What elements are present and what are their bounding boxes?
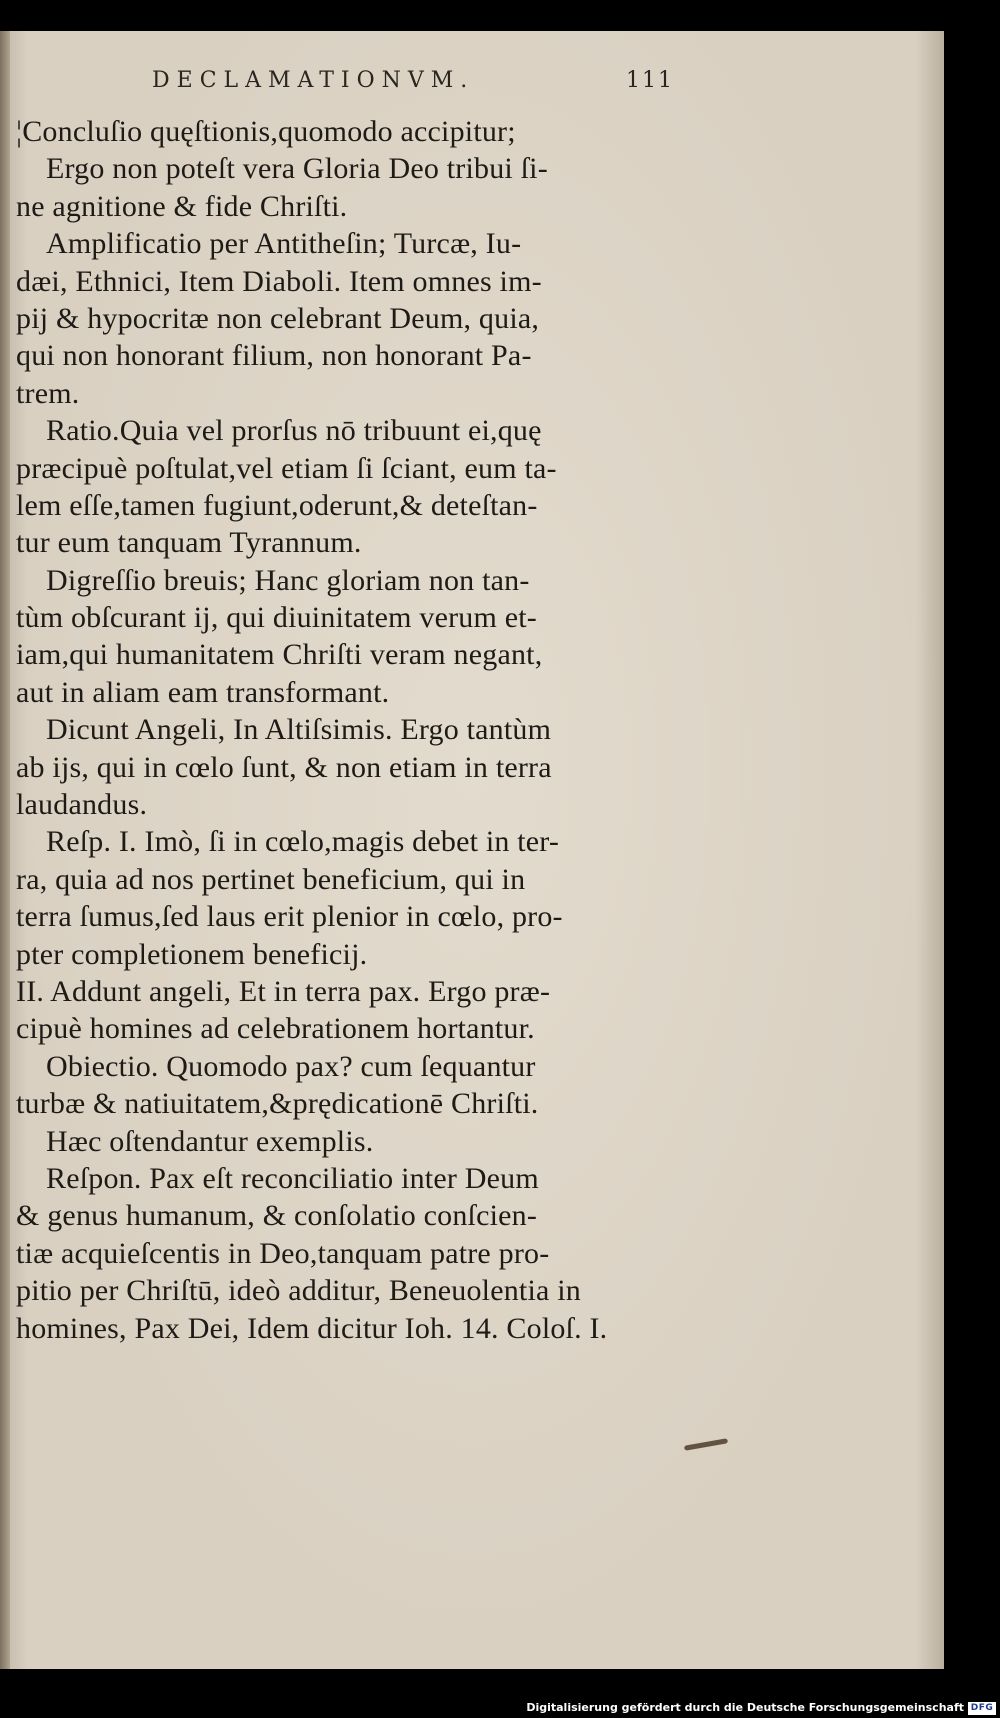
text-line: pter completionem beneficij. <box>16 937 368 971</box>
text-line: tùm obſcurant ij, qui diuinitatem verum et- <box>16 601 537 635</box>
text-line: trem. <box>16 376 80 410</box>
running-head: DECLAMATIONVM. <box>152 68 475 93</box>
text-line: turbæ & natiuitatem,&prędicationē Chriſti. <box>16 1087 539 1121</box>
page-spine-edge <box>0 31 10 1669</box>
body-text <box>16 113 671 1347</box>
text-line: aut in aliam eam transformant. <box>16 675 390 709</box>
text-line: qui non honorant filium, non honorant Pa- <box>16 339 532 373</box>
text-line: pitio per Chriſtū, ideò additur, Beneuolentia in <box>16 1274 581 1308</box>
digitization-footer <box>0 1700 1000 1718</box>
text-line: lem eſſe,tamen fugiunt,oderunt,& deteſtan- <box>16 488 538 522</box>
text-line: laudandus. <box>16 788 148 822</box>
text-line: dæi, Ethnici, Item Diaboli. Item omnes im- <box>16 264 542 298</box>
text-line: tur eum tanquam Tyrannum. <box>16 526 362 560</box>
text-line: Obiectio. Quomodo pax? cum ſequantur <box>46 1049 536 1083</box>
text-line: Reſp. I. Imò, ſi in cœlo,magis debet in ter- <box>46 825 560 859</box>
text-line: Hæc oſtendantur exemplis. <box>46 1124 374 1158</box>
text-line: Reſpon. Pax eſt reconciliatio inter Deum <box>46 1161 539 1195</box>
funding-credit: Digitalisierung gefördert durch die Deutsche Forschungsgemeinschaft <box>526 1701 964 1714</box>
text-line: homines, Pax Dei, Idem dicitur Ioh. 14. Coloſ. I. <box>16 1311 608 1345</box>
text-line: II. Addunt angeli, Et in terra pax. Ergo præ- <box>16 974 551 1008</box>
text-line: ra, quia ad nos pertinet beneficium, qui in <box>16 862 526 896</box>
text-line: & genus humanum, & conſolatio conſcien- <box>16 1199 538 1233</box>
dfg-logo: DFG <box>968 1702 996 1715</box>
text-line: Digreſſio breuis; Hanc gloriam non tan- <box>46 563 530 597</box>
page-number: 111 <box>626 68 674 93</box>
text-line: ¦Concluſio quęſtionis,quomodo accipitur; <box>16 115 516 148</box>
text-line: terra ſumus,ſed laus erit plenior in cœlo, pro- <box>16 900 563 934</box>
text-line: Dicunt Angeli, In Altiſsimis. Ergo tantùm <box>46 713 552 747</box>
text-line: ne agnitione & fide Chriſti. <box>16 189 348 223</box>
text-line: Ergo non poteſt vera Gloria Deo tribui ſi- <box>46 152 548 186</box>
text-line: Ratio.Quia vel prorſus nō tribuunt ei,quę <box>46 414 542 448</box>
text-line: præcipuè poſtulat,vel etiam ſi ſciant, eum ta- <box>16 451 557 485</box>
text-line: ab ijs, qui in cœlo ſunt, & non etiam in terra <box>16 750 552 784</box>
text-line: Amplificatio per Antitheſin; Turcæ, Iu- <box>46 227 522 261</box>
text-line: tiæ acquieſcentis in Deo,tanquam patre pro- <box>16 1236 550 1270</box>
text-line: iam,qui humanitatem Chriſti veram negant, <box>16 638 543 672</box>
page-header <box>0 68 944 108</box>
text-line: pij & hypocritæ non celebrant Deum, quia, <box>16 301 540 335</box>
text-line: cipuè homines ad celebrationem hortantur. <box>16 1012 535 1046</box>
